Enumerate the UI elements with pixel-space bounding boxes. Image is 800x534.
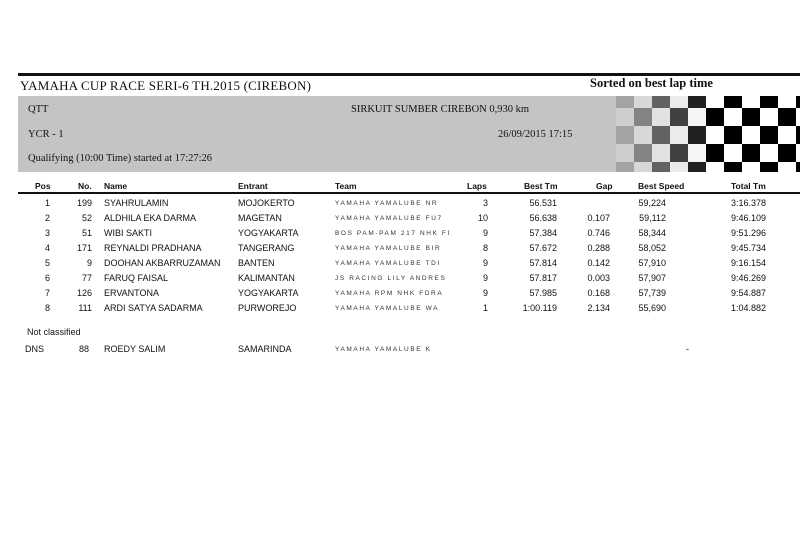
cell-laps: 9 — [482, 273, 488, 283]
cell-best: 57.817 — [529, 273, 557, 283]
not-classified-label: Not classified — [27, 327, 81, 337]
cell-name: SYAHRULAMIN — [104, 198, 169, 208]
flag-square — [688, 144, 706, 162]
col-team: Team — [335, 181, 357, 191]
col-entrant: Entrant — [238, 181, 268, 191]
cell-laps: 9 — [482, 258, 488, 268]
table-row — [0, 288, 800, 301]
flag-square — [634, 162, 652, 172]
cell-pos: 1 — [44, 198, 50, 208]
table-row — [0, 273, 800, 286]
session-label: QTT — [28, 104, 49, 115]
cell-no: 126 — [76, 288, 92, 298]
flag-square — [760, 144, 778, 162]
table-row — [0, 303, 800, 316]
col-name: Name — [104, 181, 128, 191]
cell-no: 199 — [76, 198, 92, 208]
flag-square — [652, 162, 670, 172]
flag-square — [742, 108, 760, 126]
flag-square — [706, 108, 724, 126]
flag-square — [796, 162, 800, 172]
cell-name: REYNALDI PRADHANA — [104, 243, 202, 253]
flag-square — [706, 96, 724, 108]
qualifying-label: Qualifying (10:00 Time) started at 17:27:26 — [28, 153, 213, 164]
flag-square — [724, 108, 742, 126]
cell-total: 1:04.882 — [730, 303, 766, 313]
table-row — [0, 213, 800, 226]
flag-square — [760, 126, 778, 144]
cell-team: YAMAHA RPM NHK FDRA — [335, 290, 444, 297]
cell-gap: 0.288 — [587, 243, 610, 253]
header-underline — [18, 192, 800, 194]
flag-square — [778, 126, 796, 144]
cell-no: 111 — [78, 303, 92, 313]
cell-gap: 2.134 — [587, 303, 610, 313]
flag-square — [670, 108, 688, 126]
flag-square — [778, 162, 796, 172]
cell-best: 56.531 — [529, 198, 557, 208]
flag-square — [616, 162, 634, 172]
sort-label: Sorted on best lap time — [590, 76, 713, 90]
table-row — [0, 228, 800, 241]
table-row — [0, 243, 800, 256]
dns-pos: DNS — [25, 344, 45, 354]
flag-square — [760, 96, 778, 108]
cell-laps: 3 — [482, 198, 488, 208]
class-label: YCR - 1 — [28, 129, 64, 140]
cell-entrant: YOGYAKARTA — [238, 288, 299, 298]
cell-gap: 0.746 — [587, 228, 610, 238]
cell-entrant: BANTEN — [238, 258, 275, 268]
flag-square — [778, 144, 796, 162]
cell-total: 9:54.887 — [730, 288, 766, 298]
flag-square — [742, 126, 760, 144]
table-row — [0, 198, 800, 211]
flag-square — [706, 162, 724, 172]
flag-square — [598, 126, 616, 144]
flag-square — [652, 108, 670, 126]
flag-square — [742, 162, 760, 172]
cell-laps: 8 — [482, 243, 488, 253]
cell-laps: 9 — [482, 228, 488, 238]
cell-no: 9 — [86, 258, 92, 268]
cell-no: 51 — [81, 228, 92, 238]
cell-name: ALDHILA EKA DARMA — [104, 213, 197, 223]
cell-pos: 3 — [44, 228, 50, 238]
flag-square — [598, 144, 616, 162]
dns-entrant: SAMARINDA — [238, 344, 292, 354]
cell-speed: 57,907 — [638, 273, 666, 283]
cell-entrant: MOJOKERTO — [238, 198, 295, 208]
cell-pos: 6 — [44, 273, 50, 283]
dns-no: 88 — [79, 344, 90, 354]
col-no: No. — [78, 181, 92, 191]
cell-pos: 5 — [44, 258, 50, 268]
flag-square — [796, 108, 800, 126]
cell-entrant: YOGYAKARTA — [238, 228, 299, 238]
cell-total: 3:16.378 — [730, 198, 766, 208]
cell-laps: 10 — [477, 213, 488, 223]
flag-square — [634, 108, 652, 126]
cell-best: 57.672 — [529, 243, 557, 253]
cell-team: JS RACING LILY ANDRES — [335, 275, 447, 282]
cell-name: WIBI SAKTI — [104, 228, 153, 238]
flag-square — [652, 144, 670, 162]
flag-square — [616, 126, 634, 144]
flag-square — [670, 162, 688, 172]
cell-gap: 0.142 — [587, 258, 610, 268]
flag-square — [688, 108, 706, 126]
cell-team: YAMAHA YAMALUBE NR — [335, 200, 439, 207]
col-pos: Pos — [35, 181, 51, 191]
dns-team: YAMAHA YAMALUBE K — [335, 346, 432, 353]
flag-square — [598, 162, 616, 172]
flag-square — [724, 126, 742, 144]
cell-name: DOOHAN AKBARRUZAMAN — [104, 258, 221, 268]
cell-best: 1:00.119 — [522, 303, 557, 313]
cell-no: 77 — [81, 273, 92, 283]
table-row — [0, 258, 800, 271]
cell-speed: 57,739 — [638, 288, 666, 298]
datetime-label: 26/09/2015 17:15 — [498, 129, 573, 140]
flag-square — [580, 126, 598, 144]
cell-gap: 0.168 — [587, 288, 610, 298]
dns-speed: - — [686, 344, 689, 354]
cell-laps: 1 — [482, 303, 488, 313]
cell-name: ARDI SATYA SADARMA — [104, 303, 203, 313]
cell-team: YAMAHA YAMALUBE TDI — [335, 260, 441, 267]
flag-square — [724, 96, 742, 108]
flag-square — [796, 144, 800, 162]
cell-total: 9:16.154 — [730, 258, 766, 268]
flag-square — [670, 96, 688, 108]
flag-square — [616, 144, 634, 162]
cell-total: 9:46.109 — [730, 213, 766, 223]
flag-square — [760, 108, 778, 126]
flag-square — [778, 108, 796, 126]
col-best-tm: Best Tm — [524, 181, 558, 191]
cell-best: 56.638 — [529, 213, 557, 223]
dns-name: ROEDY SALIM — [104, 344, 166, 354]
flag-square — [580, 144, 598, 162]
cell-pos: 8 — [44, 303, 50, 313]
cell-best: 57.814 — [529, 258, 557, 268]
flag-square — [688, 96, 706, 108]
flag-square — [634, 126, 652, 144]
cell-best: 57.985 — [529, 288, 557, 298]
flag-square — [580, 96, 598, 108]
dns-row — [0, 344, 800, 357]
cell-team: YAMAHA YAMALUBE FU7 — [335, 215, 443, 222]
flag-square — [616, 108, 634, 126]
cell-speed: 57,910 — [638, 258, 666, 268]
cell-name: ERVANTONA — [104, 288, 160, 298]
cell-no: 171 — [76, 243, 92, 253]
flag-square — [760, 162, 778, 172]
cell-total: 9:46.269 — [730, 273, 766, 283]
cell-team: YAMAHA YAMALUBE BIR — [335, 245, 442, 252]
col-laps: Laps — [467, 181, 487, 191]
flag-square — [796, 126, 800, 144]
cell-laps: 9 — [482, 288, 488, 298]
checkered-flag — [580, 96, 800, 172]
cell-pos: 7 — [44, 288, 50, 298]
flag-square — [652, 96, 670, 108]
cell-entrant: TANGERANG — [238, 243, 295, 253]
flag-square — [742, 144, 760, 162]
col-gap: Gap — [596, 181, 613, 191]
cell-speed: 55,690 — [638, 303, 666, 313]
flag-square — [598, 96, 616, 108]
flag-square — [634, 144, 652, 162]
cell-no: 52 — [81, 213, 92, 223]
cell-best: 57.384 — [529, 228, 557, 238]
cell-speed: 58,052 — [638, 243, 666, 253]
circuit-label: SIRKUIT SUMBER CIREBON 0,930 km — [351, 104, 530, 115]
cell-team: BOS PAM-PAM 217 NHK FI — [335, 230, 451, 237]
cell-pos: 4 — [44, 243, 50, 253]
flag-square — [796, 96, 800, 108]
flag-square — [688, 162, 706, 172]
cell-gap: 0.003 — [587, 273, 610, 283]
flag-square — [580, 108, 598, 126]
cell-total: 9:45.734 — [730, 243, 766, 253]
flag-square — [724, 144, 742, 162]
cell-speed: 58,344 — [638, 228, 666, 238]
cell-name: FARUQ FAISAL — [104, 273, 169, 283]
cell-total: 9:51.296 — [730, 228, 766, 238]
flag-square — [778, 96, 796, 108]
flag-square — [724, 162, 742, 172]
flag-square — [670, 144, 688, 162]
page-title: YAMAHA CUP RACE SERI-6 TH.2015 (CIREBON) — [20, 78, 312, 93]
flag-square — [706, 126, 724, 144]
cell-speed: 59,224 — [638, 198, 666, 208]
cell-entrant: KALIMANTAN — [238, 273, 295, 283]
cell-speed: 59,112 — [639, 213, 666, 223]
cell-entrant: PURWOREJO — [238, 303, 297, 313]
flag-square — [598, 108, 616, 126]
flag-square — [670, 126, 688, 144]
cell-gap: 0.107 — [587, 213, 610, 223]
cell-entrant: MAGETAN — [238, 213, 282, 223]
col-best-speed: Best Speed — [638, 181, 685, 191]
flag-square — [634, 96, 652, 108]
cell-team: YAMAHA YAMALUBE WA — [335, 305, 440, 312]
flag-square — [616, 96, 634, 108]
flag-square — [688, 126, 706, 144]
flag-square — [580, 162, 598, 172]
col-total-tm: Total Tm — [731, 181, 766, 191]
flag-square — [706, 144, 724, 162]
flag-square — [742, 96, 760, 108]
cell-pos: 2 — [44, 213, 50, 223]
flag-square — [652, 126, 670, 144]
